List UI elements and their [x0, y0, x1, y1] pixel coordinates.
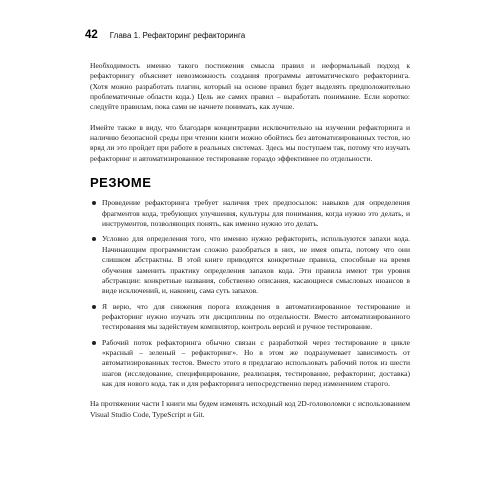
closing-paragraph: На протяжении части I книги мы будем изменять исходный код 2D-головоломки с использованием Visual Studio Code, TypeScript и Git.	[90, 399, 410, 419]
chapter-title: Глава 1. Рефакторинг рефакторинга	[109, 31, 246, 40]
section-title: РЕЗЮМЕ	[90, 175, 152, 191]
bullet-icon	[92, 201, 96, 205]
list-item-text: Рабочий поток рефакторинга обычно связан с разработкой через тестирование в цикле «красный – зеленый – рефакторинг». Но в этом же подразумевает зависимость от автоматизированных тестов. Вместо этого я предлагаю использовать рабочий поток из шести шагов (исследование, специфицирование, реализация, тестирование, рефакторинг, доставка) как для нового кода, так и для рефакторинга непосредственно перед изменением старого.	[102, 337, 410, 388]
list-item	[90, 234, 410, 296]
paragraph: Необходимость именно такого постижения смысла правил и неформальный подход к рефакторингу объясняет невозможность создания программы автоматического рефакторинга. (Хотя можно разработать плагин, который на основе правил будет выделять предположительно проблематичные области кода.) Цель же самих правил – выработать понимание. Если коротко: следуйте правилам, пока сами не начнете понимать, как лучше.	[90, 61, 410, 112]
page-number: 42	[85, 29, 98, 41]
list-item	[90, 338, 410, 390]
list-item-text: Условно для определения того, что именно нужно рефакторить, используются запахи кода. Начинающим программистам сложно разобраться в них, не имея опыта, потому что они слишком абстрактны. В этой книге приводятся конкретные правила, способные на время обучения заменить практику определения запахов кода. Эти правила имеют три уровня абстракции: конкретные названия, собственно описания, касающиеся смысловых нюансов в виде исключений, и, наконец, сама суть запахов.	[102, 234, 410, 296]
bullet-icon	[92, 305, 96, 309]
running-header	[85, 29, 245, 43]
bullet-icon	[92, 341, 96, 345]
bullet-icon	[92, 237, 96, 241]
list-item-text: Я верю, что для снижения порога вхождения в автоматизированное тестирование и рефакторинг нужно изучать эти дисциплины по отдельности. Вместо автоматизированного тестирования мы задействуем компилятор, контроль версий и ручное тестирование.	[102, 301, 410, 332]
summary-list	[90, 198, 410, 389]
page-body	[90, 61, 410, 428]
list-item	[90, 198, 410, 229]
paragraph: Имейте также в виду, что благодаря концентрации исключительно на изучении рефакторинга и наличию безопасной среды при чтении книги можно обойтись без автоматизированных тестов, но вряд ли это пройдет при работе в реальных системах. Здесь мы поступаем так, потому что изучать рефакторинг и автоматизированное тестирование гораздо эффективнее по отдельности.	[90, 122, 410, 163]
list-item-text: Проведение рефакторинга требует наличия трех предпосылок: навыков для определения фрагментов кода, требующих улучшения, культуры для понимания, когда нужно это делать, и инструментов, позволяющих понять, как именно нужно это делать.	[102, 198, 410, 229]
list-item	[90, 302, 410, 333]
